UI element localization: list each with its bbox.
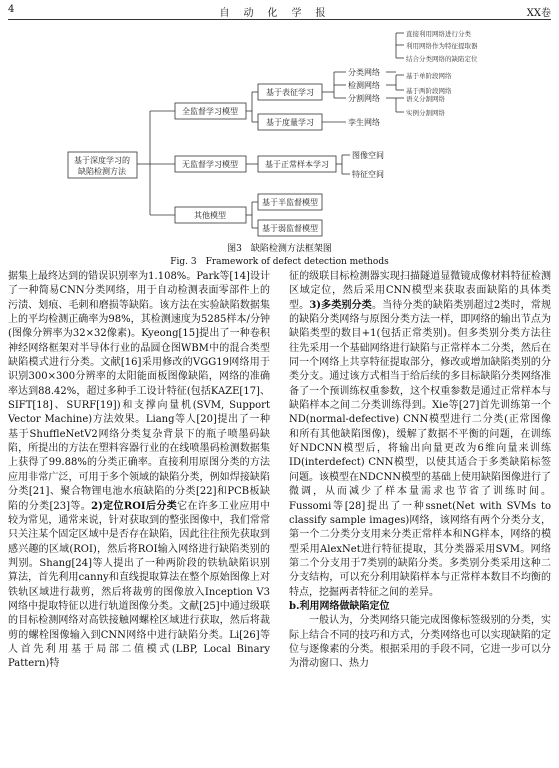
framework-diagram: [0, 22, 559, 240]
node-classification: 分类网络: [348, 68, 380, 77]
right-text-1: 征的级联目标检测器实现扫描隧道显微镜成像材料特征检测区域定位，然后采用CNN模型来获取表面缺陷的具体类型。: [289, 271, 551, 311]
leaf-class-0: 直接利用网络进行分类: [406, 30, 471, 38]
node-detection: 检测网络: [348, 81, 380, 90]
section-heading-localization: b.利用网络做缺陷定位: [289, 600, 390, 612]
leaf-detect-1: 基于两阶段网络: [406, 87, 452, 95]
leaf-class-2: 结合分类网络的缺陷定位: [406, 55, 478, 63]
node-weakly-supervised: 基于弱监督模型: [262, 224, 318, 233]
subsection-multiclass: 3)多类别分类: [309, 299, 372, 311]
node-unsupervised: 无监督学习模型: [182, 160, 238, 169]
node-segmentation: 分割网络: [348, 94, 380, 103]
node-image-space: 图像空间: [352, 151, 384, 160]
page-number: 4: [8, 4, 15, 15]
leaf-detect-0: 基于单阶段网络: [406, 72, 452, 80]
figure-caption-cn: 图3 缺陷检测方法框架图: [227, 244, 332, 254]
header-rule: [8, 19, 551, 20]
node-normal-sample: 基于正常样本学习: [265, 160, 329, 169]
node-feature-space: 特征空间: [352, 170, 384, 179]
leaf-class-1: 利用网络作为特征提取器: [406, 42, 478, 50]
volume-label: XX卷: [526, 8, 551, 19]
journal-title: 自动化学报: [219, 8, 340, 19]
subsection-roi: 2)定位ROI后分类: [91, 500, 178, 512]
leaf-seg-0: 语义分割网络: [406, 95, 445, 103]
left-column: [8, 270, 270, 672]
node-semi-supervised: 基于半监督模型: [262, 198, 318, 207]
node-supervised: 全监督学习模型: [182, 107, 238, 116]
right-paragraph-1: [289, 270, 551, 600]
diagram-root-line1: 基于深度学习的: [74, 156, 130, 165]
node-metric: 基于度量学习: [266, 118, 314, 127]
left-text-2: 它在许多工业应用中较为常见，通常来说，针对获取到的整张图像中，我们常常只关注某个固定区域中是否存在缺陷，因此往往预先获取到感兴趣的区域(ROI)，然后将ROI输入网络进行缺陷类别的判别。Shang[24]等人提出了一种两阶段的铁轨缺陷识别算法，首先利用canny和直线提取算法在整个原始图像上对铁轨区域进行裁剪，然后将裁剪的图像放入Inception V3网络中提取特征以进行轨道图像分类。文献[25]中通过级联的目标检测网络对高铁接触网螺栓区域进行获取，然后将裁剪的螺栓图像输入到CNN网络中进行缺陷分类。Li[26]等人首先利用基于局部二值模式(LBP, Local Binary Pattern)特: [8, 500, 271, 670]
node-siamese: 孪生网络: [348, 118, 380, 127]
left-text-1: 据集上最终达到的错误识别率为1.108%。Park等[14]设计了一种简易CNN分类网络，用于自动检测表面零部件上的污渍、划痕、毛刺和磨损等缺陷。该方法在实验缺陷数据集上的平均检测正确率为98%，其检测速度为5285样本/分钟(图像分辨率为32×32像素)。Kyeong[15]提出了一种卷积神经网络框架对半导体行业的晶圆仓图WBM中的混合类型缺陷模式进行分类。文献[16]采用修改的VGG19网络用于识别300×300分辨率的太阳能面板图像缺陷，网络的准确率达到88.42%，超过多种手工设计特征(包括KAZE[17]、SIFT[18]、SURF[19])和支撑向量机(SVM, Support Vector Machine)方法效果。Liang等人[20]提出了一种基于ShuffleNetV2网络分类复杂背景下的瓶子喷墨码缺陷，所提出的方法在塑料容器行业的在线喷墨码检测数据集上获得了99.88%的分类正确率。直接利用原图分类的方法应用非常广泛，可用于多个领域的缺陷分类，例如焊接缺陷分类[21]、聚合物锂电池水痕缺陷的分类[22]和PCB板缺陷的分类[23]等。: [8, 271, 270, 512]
node-other: 其他模型: [194, 211, 226, 220]
running-header: [8, 4, 551, 20]
left-paragraph: [8, 270, 270, 672]
diagram-root-line2: 缺陷检测方法: [78, 167, 126, 176]
right-column: [289, 270, 551, 672]
figure-caption-en: Fig. 3 Framework of defect detection methods: [170, 257, 389, 267]
leaf-seg-1: 实例分割网络: [406, 109, 445, 117]
node-representation: 基于表征学习: [266, 88, 314, 97]
right-text-2: 。当待分类的缺陷类别超过2类时，常规的缺陷分类网络与原图分类方法一样，即网络的输出节点为缺陷类型的数目+1(包括正常类别)。但多类别分类方法往往先采用一个基础网络进行缺陷与正常样本二分类，然后在同一个网络上共享特征提取部分，修改或增加缺陷类别的分类分支。通过该方式相当于给后续的多目标缺陷分类网络准备了一个预训练权重参数，这个权重参数是通过正常样本与缺陷样本之间二分类训练得到。Xie等[27]首先训练第一个ND(normal-defective) CNN模型进行二分类(正常图像和所有其他缺陷图像)，缓解了数据不平衡的问题，在训练好NDCNN模型后，将输出向量更改为6维向量来训练ID(interdefect) CNN模型，以使其适合于多类缺陷标签问题。该模型在NDCNN模型的基础上使用缺陷图像进行了微调，从而减少了样本量需求也节省了训练时间。Fussomi等[28]提出了一种ssnet(Net with SVMs to classify sample images)网络，该网络有两个分类分支，第一个二分类分支用来分类正常样本和NG样本，网络的模型采用AlexNet进行特征提取，其分类器采用SVM。网络第二个分支用于7类别的缺陷分类。多类别分类采用这种二分支结构，可以充分利用缺陷样本与正常样本数目不均衡的特点，挖掘两者特征之间的差异。: [289, 299, 551, 598]
right-paragraph-2: 一般认为，分类网络只能完成图像标签级别的分类，实际上结合不同的技巧和方式，分类网络也可以实现缺陷的定位与逐像素的分类。根据采用的手段不同，它进一步可以分为滑动窗口、热力: [289, 615, 551, 670]
